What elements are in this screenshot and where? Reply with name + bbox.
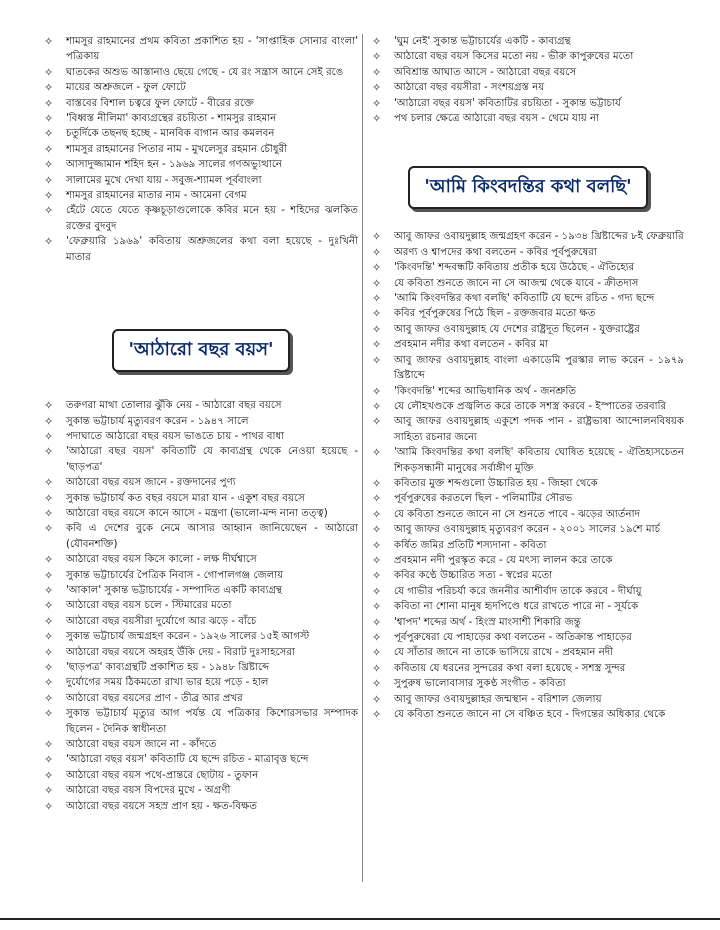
star-bullet-icon: ✧ bbox=[372, 65, 382, 79]
list-item-text: 'শ্বাপদ' শব্দের অর্থ - হিংস্র মাংসাশী শিকারি জন্তু bbox=[394, 616, 581, 628]
column-divider bbox=[362, 34, 363, 882]
list-item-text: আঠারো বছর বয়স কিসের মতো নয় - ভীরু কাপুরুষের মতো bbox=[394, 51, 634, 63]
list-item bbox=[372, 49, 684, 64]
list-item bbox=[44, 552, 358, 567]
star-bullet-icon: ✧ bbox=[44, 158, 54, 172]
list-item bbox=[44, 691, 358, 706]
list-item-text: মায়ের অশ্রুজলে - ফুল ফোটে bbox=[66, 82, 186, 94]
left-column bbox=[44, 34, 358, 814]
star-bullet-icon: ✧ bbox=[372, 338, 382, 352]
list-item-text: আঠারো বছর বয়স জানে না - কাঁদতে bbox=[66, 739, 217, 751]
star-bullet-icon: ✧ bbox=[372, 399, 382, 413]
list-item bbox=[372, 291, 684, 306]
list-item bbox=[44, 173, 358, 188]
list-item bbox=[44, 444, 358, 475]
star-bullet-icon: ✧ bbox=[372, 615, 382, 629]
star-bullet-icon: ✧ bbox=[44, 784, 54, 798]
list-item-text: 'আকাল' সুকান্ত ভট্টাচার্যের - সম্পাদিত একটি কাব্যগ্রন্থ bbox=[66, 584, 283, 596]
list-item bbox=[372, 568, 684, 583]
left-heading-wrap bbox=[44, 329, 358, 372]
star-bullet-icon: ✧ bbox=[44, 112, 54, 126]
star-bullet-icon: ✧ bbox=[372, 661, 382, 675]
list-item bbox=[44, 660, 358, 675]
list-item-text: আঠারো বছর বয়স কিসে কালো - লক্ষ দীর্ঘশ্বাসে bbox=[66, 554, 257, 566]
list-item bbox=[372, 630, 684, 645]
list-item-text: চতুর্দিকে তছনছ হচ্ছে - মানবিক বাগান আর কমলবন bbox=[66, 128, 275, 140]
left-top-list bbox=[44, 34, 358, 265]
list-item bbox=[372, 692, 684, 707]
list-item bbox=[44, 429, 358, 444]
section-heading-kingbodonti: 'আমি কিংবদন্তির কথা বলছি' bbox=[408, 166, 647, 209]
list-item bbox=[44, 414, 358, 429]
left-bottom-list bbox=[44, 398, 358, 814]
list-item bbox=[372, 80, 684, 95]
star-bullet-icon: ✧ bbox=[44, 235, 54, 249]
star-bullet-icon: ✧ bbox=[44, 583, 54, 597]
star-bullet-icon: ✧ bbox=[372, 81, 382, 95]
star-bullet-icon: ✧ bbox=[372, 523, 382, 537]
star-bullet-icon: ✧ bbox=[44, 96, 54, 110]
star-bullet-icon: ✧ bbox=[44, 476, 54, 490]
right-column bbox=[372, 34, 684, 722]
bottom-rule bbox=[0, 918, 720, 920]
list-item-text: প্রবহমান নদী পুরস্কৃত করে - যে মৎস্য লালন করে তাকে bbox=[394, 554, 613, 566]
list-item-text: আবু জাফর ওবায়দুল্লাহ জন্মগ্রহণ করেন - ১৯৩৪ খ্রিষ্টাব্দের ৮ই ফেব্রুয়ারি bbox=[394, 231, 684, 243]
list-item bbox=[372, 584, 684, 599]
star-bullet-icon: ✧ bbox=[372, 96, 382, 110]
list-item bbox=[372, 522, 684, 537]
list-item bbox=[372, 615, 684, 630]
star-bullet-icon: ✧ bbox=[372, 353, 382, 367]
list-item-text: কর্ষিত জমির প্রতিটি শস্যদানা - কবিতা bbox=[394, 539, 547, 551]
star-bullet-icon: ✧ bbox=[44, 173, 54, 187]
list-item bbox=[44, 126, 358, 141]
list-item bbox=[372, 245, 684, 260]
star-bullet-icon: ✧ bbox=[372, 507, 382, 521]
star-bullet-icon: ✧ bbox=[44, 204, 54, 218]
list-item bbox=[372, 445, 684, 476]
list-item-text: পূর্বপুরুষেরা যে পাহাড়ের কথা বলতেন - অতিক্রান্ত পাহাড়ের bbox=[394, 632, 632, 643]
list-item-text: 'আমি কিংবদন্তির কথা বলছি' কবিতাটি যে ছন্দে রচিত - গদ্য ছন্দে bbox=[394, 293, 655, 305]
list-item-text: 'ফেব্রুয়ারি ১৯৬৯' কবিতায় অশ্রুজলের কথা বলা হয়েছে - দুঃখিনী মাতার bbox=[66, 236, 358, 263]
list-item bbox=[44, 768, 358, 783]
list-item-text: আঠারো বছর বয়সের প্রাণ - তীব্র আর প্রখর bbox=[66, 692, 243, 704]
star-bullet-icon: ✧ bbox=[372, 384, 382, 398]
star-bullet-icon: ✧ bbox=[44, 568, 54, 582]
star-bullet-icon: ✧ bbox=[372, 245, 382, 259]
list-item bbox=[44, 706, 358, 737]
list-item-text: 'ঘুম নেই' সুকান্ত ভট্টাচার্যের একটি - কাব্যগ্রন্থ bbox=[394, 36, 571, 47]
list-item bbox=[372, 229, 684, 244]
star-bullet-icon: ✧ bbox=[44, 445, 54, 459]
list-item bbox=[372, 353, 684, 384]
list-item-text: 'কিংবদন্তি' শব্দবন্ধটি কবিতায় প্রতীক হয়ে উঠেছে - ঐতিহ্যের bbox=[394, 262, 635, 274]
list-item bbox=[44, 234, 358, 265]
star-bullet-icon: ✧ bbox=[44, 753, 54, 767]
list-item-text: সুপুরুষ ভালোবাসার সুকণ্ঠ সংগীত - কবিতা bbox=[394, 678, 566, 690]
list-item-text: আঠারো বছর বয়সে অহরহ উঁকি দেয় - বিরাট দুঃসাহসেরা bbox=[66, 646, 295, 658]
list-item bbox=[44, 521, 358, 552]
list-item-text: কবির পূর্বপুরুষের পিঠে ছিল - রক্তজবার মতো ক্ষত bbox=[394, 308, 596, 320]
list-item bbox=[372, 645, 684, 660]
list-item-text: অবিশ্রান্ত আঘাত আসে - আঠারো বছর বয়সে bbox=[394, 66, 577, 78]
star-bullet-icon: ✧ bbox=[44, 645, 54, 659]
list-item-text: আঠারো বছর বয়স পথে-প্রান্তরে ছোটায় - তুফান bbox=[66, 769, 259, 781]
star-bullet-icon: ✧ bbox=[44, 491, 54, 505]
list-item bbox=[44, 157, 358, 172]
list-item bbox=[372, 553, 684, 568]
list-item-text: আবু জাফর ওবায়দুল্লাহ যে দেশের রাষ্ট্রদূত ছিলেন - যুক্তরাষ্ট্রের bbox=[394, 323, 640, 335]
list-item-text: দুর্যোগের সময় ঠিকমতো রাখা ভার হয়ে পড়ে - হাল bbox=[66, 677, 269, 689]
list-item bbox=[44, 34, 358, 65]
list-item bbox=[372, 538, 684, 553]
list-item-text: কবিতার মুক্ত শব্দগুলো উচ্চারিত হয় - জিহ্বা থেকে bbox=[394, 477, 598, 489]
list-item bbox=[44, 583, 358, 598]
list-item-text: কবিতা না শোনা মানুষ হৃদপিণ্ডে ধরে রাখতে পারে না - সূর্যকে bbox=[394, 601, 639, 613]
star-bullet-icon: ✧ bbox=[44, 35, 54, 48]
list-item bbox=[44, 65, 358, 80]
list-item-text: সুকান্ত ভট্টাচার্যের পৈত্রিক নিবাস - গোপালগঞ্জ জেলায় bbox=[66, 569, 284, 581]
list-item-text: আসাদুজ্জামান শহিদ হন - ১৯৬৯ সালের গণঅভ্যুত্থানে bbox=[66, 159, 283, 171]
list-item-text: আঠারো বছর বয়সে সহস্র প্রাণ হয় - ক্ষত-বিক্ষত bbox=[66, 800, 257, 812]
list-item-text: সুকান্ত ভট্টাচার্য মৃত্যুবরণ করেন - ১৯৪৭ সালে bbox=[66, 415, 249, 427]
list-item bbox=[372, 507, 684, 522]
star-bullet-icon: ✧ bbox=[372, 307, 382, 321]
list-item bbox=[372, 34, 684, 49]
list-item bbox=[372, 322, 684, 337]
list-item bbox=[44, 799, 358, 814]
list-item-text: আঠারো বছর বয়সীরা - সংশয়গ্রস্ত নয় bbox=[394, 82, 545, 94]
list-item bbox=[372, 476, 684, 491]
list-item bbox=[44, 598, 358, 613]
star-bullet-icon: ✧ bbox=[372, 35, 382, 48]
list-item-text: 'বিধ্বস্ত নীলিমা' কাব্যগ্রন্থের রচয়িতা - শামসুর রাহমান bbox=[66, 113, 277, 125]
list-item-text: তরুণরা মাথা তোলার ঝুঁকি নেয় - আঠারো বছর বয়সে bbox=[66, 400, 282, 412]
list-item-text: যে কবিতা শুনতে জানে না সে বঞ্চিত হবে - দিগন্তের অধিকার থেকে bbox=[394, 709, 666, 721]
list-item-text: কবিতায় যে ধরনের সুন্দরের কথা বলা হয়েছে - সশস্ত্র সুন্দর bbox=[394, 662, 626, 674]
list-item bbox=[44, 142, 358, 157]
list-item-text: পদাঘাতে আঠারো বছর বয়স ভাঙতে চায় - পাথর বাধা bbox=[66, 430, 285, 442]
list-item bbox=[372, 96, 684, 111]
star-bullet-icon: ✧ bbox=[372, 553, 382, 567]
star-bullet-icon: ✧ bbox=[44, 799, 54, 813]
list-item bbox=[372, 337, 684, 352]
star-bullet-icon: ✧ bbox=[44, 127, 54, 141]
star-bullet-icon: ✧ bbox=[44, 414, 54, 428]
list-item-text: বাস্তবের বিশাল চত্বরে ফুল ফোটে - বীরের রক্তে bbox=[66, 97, 254, 109]
star-bullet-icon: ✧ bbox=[372, 276, 382, 290]
list-item-text: শামসুর রাহমানের প্রথম কবিতা প্রকাশিত হয় - 'সাপ্তাহিক সোনার বাংলা' পত্রিকায় bbox=[66, 36, 358, 63]
list-item bbox=[44, 783, 358, 798]
list-item-text: 'ছাড়পত্র' কাব্যগ্রন্থটি প্রকাশিত হয় - ১৯৪৮ খ্রিষ্টাব্দে bbox=[66, 662, 270, 673]
list-item-text: ঘাতকের অশুভ আস্তানাও ছেয়ে গেছে - যে রং সন্ত্রাস আনে সেই রঙে bbox=[66, 66, 344, 78]
list-item bbox=[44, 96, 358, 111]
list-item-text: যে লৌহখণ্ডকে প্রজ্বলিত করে তাকে সশস্ত্র করবে - ইস্পাতের তরবারি bbox=[394, 400, 667, 412]
star-bullet-icon: ✧ bbox=[44, 142, 54, 156]
star-bullet-icon: ✧ bbox=[44, 768, 54, 782]
right-heading-wrap bbox=[372, 166, 684, 209]
list-item-text: অরণ্য ও শ্বাপদের কথা বলতেন - কবির পূর্বপুরুষেরা bbox=[394, 246, 597, 258]
star-bullet-icon: ✧ bbox=[372, 112, 382, 126]
star-bullet-icon: ✧ bbox=[44, 81, 54, 95]
star-bullet-icon: ✧ bbox=[372, 50, 382, 64]
list-item bbox=[372, 384, 684, 399]
list-item-text: 'কিংবদন্তি' শব্দের আভিধানিক অর্থ - জনশ্রুতি bbox=[394, 385, 577, 397]
list-item bbox=[44, 506, 358, 521]
list-item-text: হেঁটে যেতে যেতে কৃষ্ণচূড়াগুলোকে কবির মনে হয় - শহিদের ঝলকিত রক্তের বুদবুদ bbox=[66, 205, 358, 232]
list-item bbox=[372, 276, 684, 291]
star-bullet-icon: ✧ bbox=[44, 506, 54, 520]
star-bullet-icon: ✧ bbox=[44, 429, 54, 443]
list-item-text: আঠারো বছর বয়স বিপদের মুখে - অগ্রণী bbox=[66, 785, 231, 797]
list-item-text: 'আঠারো বছর বয়স' কবিতাটি যে কাব্যগ্রন্থ থেকে নেওয়া হয়েছে - 'ছাড়পত্র' bbox=[66, 446, 358, 473]
list-item-text: 'আঠারো বছর বয়স' কবিতাটির রচয়িতা - সুকান্ত ভট্টাচার্য bbox=[394, 97, 621, 109]
list-item-text: 'আঠারো বছর বয়স' কবিতাটি যে ছন্দে রচিত - মাত্রাবৃত্ত ছন্দে bbox=[66, 754, 309, 766]
star-bullet-icon: ✧ bbox=[44, 676, 54, 690]
list-item bbox=[372, 661, 684, 676]
list-item bbox=[372, 707, 684, 722]
list-item-text: শামসুর রাহমানের মাতার নাম - আমেনা বেগম bbox=[66, 190, 247, 202]
star-bullet-icon: ✧ bbox=[372, 261, 382, 275]
list-item-text: পথ চলার ক্ষেত্রে আঠারো বছর বয়স - থেমে যায় না bbox=[394, 113, 600, 125]
list-item-text: যে কবিতা শুনতে জানে না সে শুনতে পাবে - ঝড়ের আর্তনাদ bbox=[394, 508, 640, 520]
list-item-text: শামসুর রাহমানের পিতার নাম - মুখলেসুর রহমান চৌধুরী bbox=[66, 143, 288, 155]
list-item-text: সুকান্ত ভট্টাচার্য জন্মগ্রহণ করেন - ১৯২৬ সালের ১৫ই আগস্ট bbox=[66, 631, 310, 643]
star-bullet-icon: ✧ bbox=[372, 292, 382, 306]
list-item-text: আবু জাফর ওবায়দুল্লাহ মৃত্যুবরণ করেন - ২০০১ সালের ১৯শে মার্চ bbox=[394, 524, 661, 536]
list-item bbox=[44, 80, 358, 95]
list-item bbox=[44, 188, 358, 203]
star-bullet-icon: ✧ bbox=[372, 631, 382, 644]
star-bullet-icon: ✧ bbox=[372, 538, 382, 552]
list-item bbox=[44, 491, 358, 506]
list-item-text: পূর্বপুরুষের করতলে ছিল - পলিমাটির সৌরভ bbox=[394, 493, 573, 505]
list-item bbox=[372, 599, 684, 614]
list-item-text: আঠারো বছর বয়স জানে - রক্তদানের পুণ্য bbox=[66, 477, 236, 489]
list-item bbox=[44, 737, 358, 752]
list-item bbox=[44, 675, 358, 690]
list-item-text: সুকান্ত ভট্টাচার্য কত বছর বয়সে মারা যান - একুশ বছর বয়সে bbox=[66, 492, 305, 504]
right-top-list bbox=[372, 34, 684, 126]
star-bullet-icon: ✧ bbox=[44, 707, 54, 721]
list-item bbox=[44, 568, 358, 583]
star-bullet-icon: ✧ bbox=[44, 661, 54, 674]
section-heading-atharo: 'আঠারো বছর বয়স' bbox=[112, 329, 289, 372]
star-bullet-icon: ✧ bbox=[372, 708, 382, 722]
list-item-text: আঠারো বছর বয়সীরা দুর্যোগে আর ঝড়ে - বাঁচে bbox=[66, 615, 257, 627]
list-item bbox=[372, 399, 684, 414]
star-bullet-icon: ✧ bbox=[372, 600, 382, 614]
list-item-text: কবির কণ্ঠে উচ্চারিত সত্য - স্বপ্নের মতো bbox=[394, 570, 553, 582]
star-bullet-icon: ✧ bbox=[372, 322, 382, 336]
list-item-text: সুকান্ত ভট্টাচার্য মৃত্যুর আগ পর্যন্ত যে পত্রিকার কিশোরসভার সম্পাদক ছিলেন - দৈনিক স্বাধীনতা bbox=[66, 708, 358, 735]
star-bullet-icon: ✧ bbox=[372, 646, 382, 660]
list-item bbox=[372, 65, 684, 80]
star-bullet-icon: ✧ bbox=[44, 65, 54, 79]
list-item-text: আবু জাফর ওবায়দুল্লাহ একুশে পদক পান - রাষ্ট্রভাষা আন্দোলনবিষয়ক সাহিত্য রচনার জন্যে bbox=[394, 416, 684, 443]
list-item bbox=[44, 475, 358, 490]
list-item-text: সালামের মুখে দেখা যায় - সবুজ-শ্যামল পূর্ববাংলা bbox=[66, 174, 262, 186]
list-item-text: আবু জাফর ওবায়দুল্লাহ বাংলা একাডেমি পুরস্কার লাভ করেন - ১৯৭৯ খ্রিষ্টাব্দে bbox=[394, 354, 684, 382]
list-item-text: আঠারো বছর বয়স চলে - স্টিমারের মতো bbox=[66, 600, 232, 612]
list-item bbox=[372, 260, 684, 275]
right-bottom-list bbox=[372, 229, 684, 722]
list-item bbox=[372, 414, 684, 445]
star-bullet-icon: ✧ bbox=[372, 677, 382, 691]
list-item-text: যে গাভীর পরিচর্যা করে জননীর আশীর্বাদ তাকে করবে - দীর্ঘায়ু bbox=[394, 585, 642, 597]
star-bullet-icon: ✧ bbox=[44, 522, 54, 536]
list-item bbox=[372, 491, 684, 506]
list-item-text: 'আমি কিংবদন্তির কথা বলছি' কবিতায় ঘোষিত হয়েছে - ঐতিহ্যসচেতন শিকড়সন্ধানী মানুষের সর্বাঙ্গীণ মুক্তি bbox=[394, 447, 684, 474]
star-bullet-icon: ✧ bbox=[44, 630, 54, 644]
star-bullet-icon: ✧ bbox=[44, 553, 54, 567]
star-bullet-icon: ✧ bbox=[372, 446, 382, 460]
list-item bbox=[44, 111, 358, 126]
star-bullet-icon: ✧ bbox=[44, 614, 54, 628]
star-bullet-icon: ✧ bbox=[44, 599, 54, 613]
star-bullet-icon: ✧ bbox=[44, 738, 54, 752]
star-bullet-icon: ✧ bbox=[44, 399, 54, 413]
list-item bbox=[44, 203, 358, 234]
star-bullet-icon: ✧ bbox=[372, 584, 382, 598]
star-bullet-icon: ✧ bbox=[372, 415, 382, 429]
list-item bbox=[44, 398, 358, 413]
list-item bbox=[44, 752, 358, 767]
list-item-text: যে সাঁতার জানে না তাকে ভাসিয়ে রাখে - প্রবহমান নদী bbox=[394, 647, 614, 659]
list-item bbox=[372, 306, 684, 321]
list-item bbox=[372, 111, 684, 126]
star-bullet-icon: ✧ bbox=[372, 230, 382, 244]
star-bullet-icon: ✧ bbox=[372, 692, 382, 706]
star-bullet-icon: ✧ bbox=[372, 569, 382, 583]
list-item-text: প্রবহমান নদীর কথা বলতেন - কবির মা bbox=[394, 339, 549, 351]
list-item bbox=[44, 629, 358, 644]
star-bullet-icon: ✧ bbox=[372, 476, 382, 490]
list-item-text: আবু জাফর ওবায়দুল্লাহর জন্মস্থান - বরিশাল জেলায় bbox=[394, 693, 602, 705]
list-item-text: কবি এ দেশের বুকে নেমে আসার আহ্বান জানিয়েছেন - আঠারো (যৌবনশক্তি) bbox=[66, 523, 358, 550]
list-item bbox=[44, 614, 358, 629]
list-item bbox=[44, 645, 358, 660]
list-item bbox=[372, 676, 684, 691]
list-item-text: আঠারো বছর বয়সে কানে আসে - মন্ত্রণা (ভালো-মন্দ নানা তত্ত্ব) bbox=[66, 507, 328, 519]
star-bullet-icon: ✧ bbox=[372, 492, 382, 506]
star-bullet-icon: ✧ bbox=[44, 691, 54, 705]
star-bullet-icon: ✧ bbox=[44, 189, 54, 203]
list-item-text: যে কবিতা শুনতে জানে না সে আজন্ম থেকে যাবে - ক্রীতদাস bbox=[394, 277, 639, 289]
